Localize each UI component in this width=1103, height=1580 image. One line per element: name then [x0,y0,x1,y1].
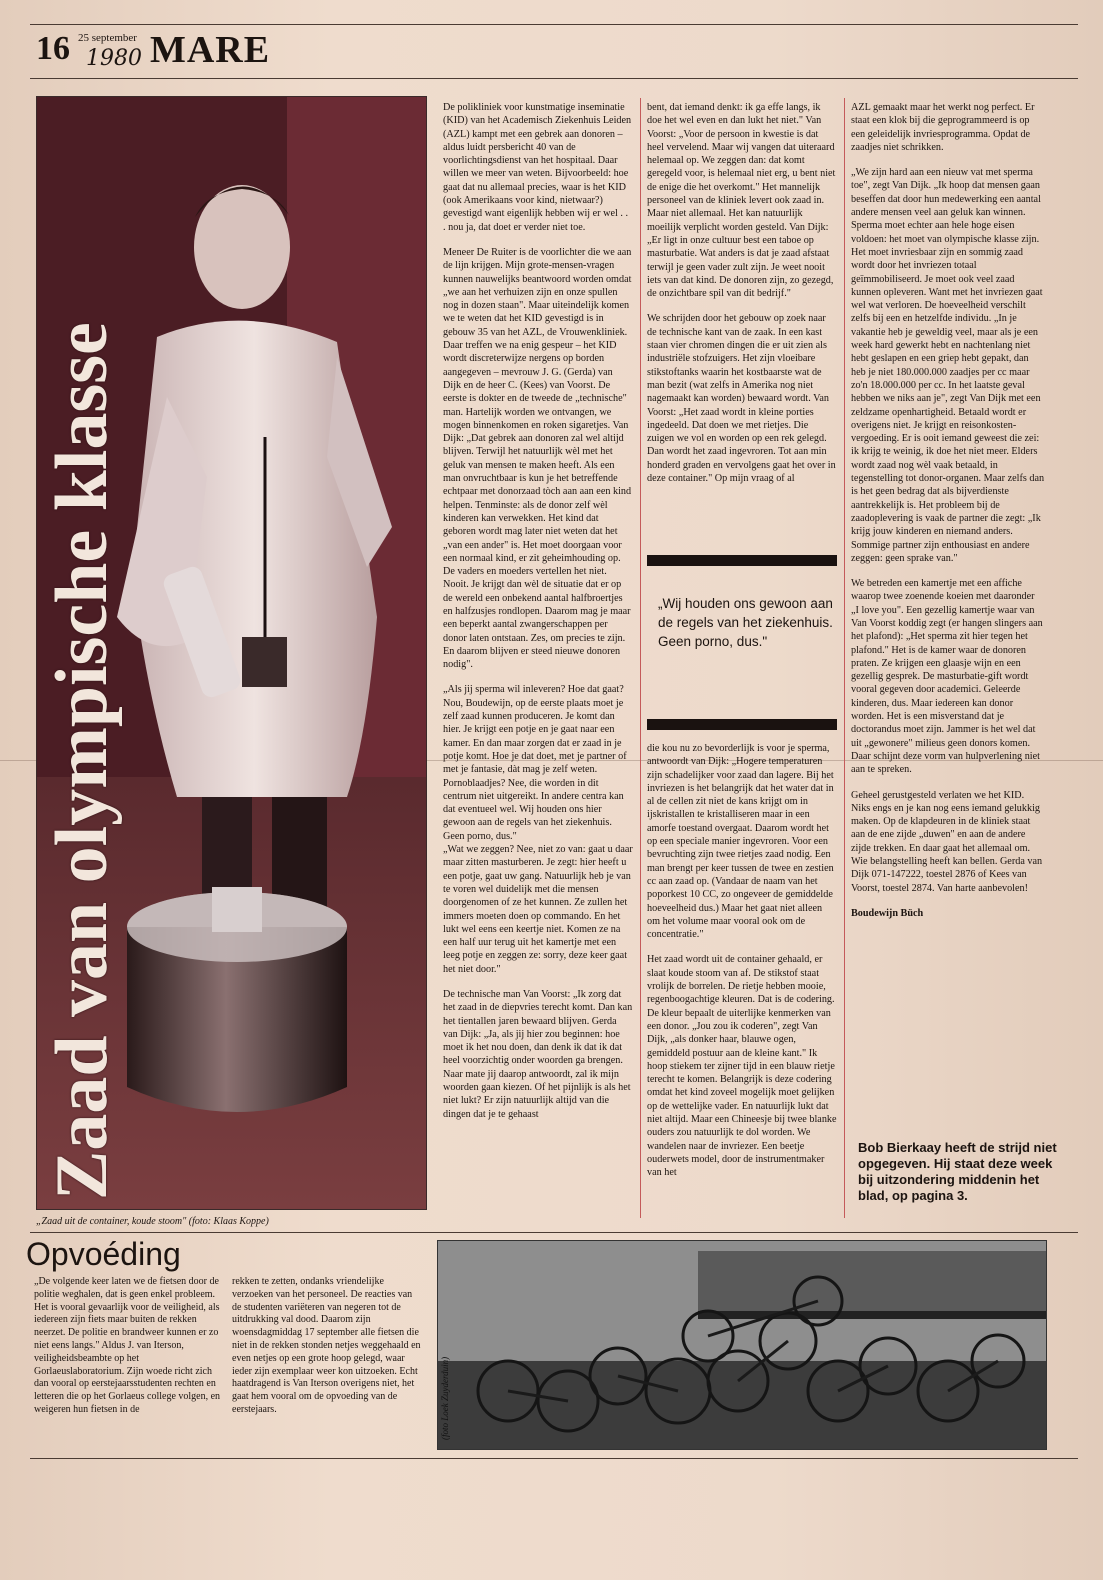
article-column-2-continued [647,742,837,1192]
bicycle-pile-photo [437,1240,1047,1450]
article-paragraph: We betreden een kamertje met een affiche waarop twee zoenende koeien met daaronder „I love you". Een gezellig kamertje waar van Van Voorst koddig zegt (er hangen slingers aan het plafond): „Het sperma zit hier tegen het plafond." Het is de kamer waar de donoren praten. Ze krijgen een glaasje wijn en een gezellig gesprek. De masturbatie-gift wordt vooral gegeven door academici. Geleerde kinderen, dus. Maar iedereen kan donor worden. Het is een misverstand dat je doctorandus moet zijn. Jammer is het wel dat uit „gewonere" milieus geen donors komen. Daar schijnt deze vorm van hulpverlening niet aan te spreken. [851,578,1043,776]
pull-quote-bar-bottom [647,719,837,730]
article-column-3 [851,101,1045,932]
article-column-1 [443,101,633,1133]
section-rule-bottom [30,1458,1078,1459]
author-signature: Boudewijn Büch [851,907,924,919]
article-paragraph: De polikliniek voor kunstmatige inseminatie (KID) van het Academisch Ziekenhuis Leiden (AZL) kampt met een gebrek aan donoren – aldus luidt persbericht 40 van de voorlichtingsdienst van het hospitaal. Daar willen we meer van weten. Bijvoorbeeld: hoe gaat dat nu allemaal precies, waar is het KID (ook Amerikaans voor kind, nietwaar?) gevestigd want eigenlijk hebben wij er wel . . . nou ja, dat doet er verder niet toe. [443,102,632,233]
article-paragraph: die kou nu zo bevorderlijk is voor je sperma, antwoordt van Dijk: „Hogere temperaturen zijn schadelijker voor zaad dan lagere. Bij het invriezen is het belangrijk dat het water dat in al de cellen zit niet de kans krijgt om in ijskristallen te kristalliseren maar in een amorfe toestand overgaat. Daarom wordt het op een speciale manier ingevroren. Voor een bevruchting zijn twee rietjes zaad nodig. Een man brengt per keer tussen de twee en zestien cc aan zaad op. (Vandaar de naam van het poporkest 10 CC, zo ongeveer de gemiddelde hoeveelheid dus.) Maar het gaat niet alleen om het volume maar vooral ook om de concentratie." [647,743,834,941]
masthead: MARE [150,29,271,71]
article-paragraph: „We zijn hard aan een nieuw vat met sperma toe", zegt Van Dijk. „Ik hoop dat mensen gaan beseffen dat door hun medewerking een aantal andere mensen veel aan geluk kan winnen. Sperma moet echter aan hele hoge eisen voldoen: het moet van olympische klasse zijn. Het moet invriesbaar zijn en sommig zaad wordt door het invriezen totaal geïmmobiliseerd. Je moet ook veel zaad kunnen opleveren. Want met het invriezen gaat wel wat verloren. De hoeveelheid verschilt zelfs bij een en hetzelfde individu. „In je vakantie heb je geweldig veel, maar als je een week hard gewerkt hebt en nachtenlang niet hebt geslapen en een griep hebt gepakt, dan heb je niet 180.000.000 zaadjes per cc maar zo'n 18.000.000 per cc. In het laatste geval hebben we niks aan je", zegt Van Dijk met een zeldzame openhartigheid. Betaald wordt er overigens niet. Je krijgt en reisonkosten-vergoeding. Er is ooit iemand geweest die zei: ik krijg te weinig, ik doe het niet meer. Elders wordt zaad nog wèl vaak betaald, in tegenstelling tot donor-organen. Maar zelfs dan is het geen bedrag dat als bijverdienste aantrekkelijk is. Het probleem bij de zaadoplevering is vaak de partner die zegt: „Ik krijg jouw kinderen en niemand anders. Sommige partner zijn enthousiast en andere zeggen: geen sprake van." [851,167,1045,564]
column-rule [640,98,641,1218]
headline: Zaad van olympische klasse [41,322,123,1200]
box-note: Bob Bierkaay heeft de strijd niet opgegeven. Hij staat deze week bij uitzondering middenin het blad, op pagina 3. [858,1140,1057,1203]
opvoeding-column-2: rekken te zetten, ondanks vriendelijke verzoeken van het personeel. De reacties van de studenten variëteren van negeren tot de uitdrukking val dood. Daarom zijn woensdagmiddag 17 september alle fietsen die niet in de rekken stonden netjes weggehaald en even netjes op een grote hoop gelegd, waar ieder zijn exemplaar weer kon uitzoeken. Echt haatdragend is Van Iterson overigens niet, het gaat hem vooral om de opvoeding van de eerstejaars. [232,1276,421,1415]
pull-quote: „Wij houden ons gewoon aan de regels van het ziekenhuis. Geen porno, dus." [658,596,833,649]
header-rule-top [30,24,1078,25]
article-paragraph: „Als jij sperma wil inleveren? Hoe dat gaat? Nou, Boudewijn, op de eerste plaats moet je zelf zaad kunnen produceren. Je komt dan hier. Je krijgt een potje en je gaat naar een kamer. En dan maar zorgen dat er zaad in je potje komt. Hoe je dat doet, met je partner of met je fantasie, dàt mag je zelf weten. Pornoblaadjes? Nee, die worden in dit centrum niet uitgereikt. In andere centra kan dat eventueel wel. Wij houden ons hier gewoon aan de regels van het ziekenhuis. Geen porno, dus." [443,684,627,842]
column-rule [844,98,845,1218]
article-paragraph: AZL gemaakt maar het werkt nog perfect. Er staat een klok bij die geprogrammeerd is op een geleidelijk invriesprogramma. Opdat de zaadjes niet schrikken. [851,102,1035,153]
page-number: 16 [36,30,70,67]
article-paragraph: Het zaad wordt uit de container gehaald, er slaat koude stoom van af. De stikstof staat vrolijk de borrelen. De rietje hebben mooie, regenboogachtige kleuren. Dat is de codering. De kleur bepaalt de uiterlijke kenmerken van een donor. „Jou zou ik coderen", zegt Van Dijk, „als donker haar, blauwe ogen, gemiddeld postuur aan de kleine kant." Ik hoop stiekem ter zijner tijd in een blauw rietje terecht te komen. Belangrijk is deze codering omdat het kind zoveel mogelijk moet gelijken op de wettelijke vader. En natuurlijk lukt dat niet altijd. Maar een Chineesje bij twee blanke ouders zou natuurlijk te dol worden. We wandelen naar de invriezer. Een beetje ouderwets model, door de instrumentmaker van het [647,954,837,1179]
handwritten-year: 1980 [86,46,142,71]
article-paragraph: We schrijden door het gebouw op zoek naar de technische kant van de zaak. In een kast staan vier chromen dingen die er uit zien als industriële stofzuigers. Het zijn vloeibare stikstoftanks waarin het kostbaarste wat de man bezit (wat zelfs in Amerika nog niet nagemaakt kan worden) bewaard wordt. Van Voorst: „Het zaad wordt in kleine porties ingedeeld. Dat doen we met rietjes. Die zuigen we vol en worden op een rek gelegd. Dan wordt het zaad ingevroren. Tot aan min honderd graden en vervolgens gaat het over in deze container." Op mijn vraag of al [647,313,836,485]
article-paragraph: De technische man Van Voorst: „Ik zorg dat het zaad in de diepvries terecht komt. Dan kan het tientallen jaren bewaard blijven. Gerda van Dijk: „Ja, als jij hier zou beginnen: hoe moet ik het nou doen, dan denk ik dat ik dat heel voorzichtig onder woorden ga brengen. Naar mate jij daarop antwoordt, zal ik mijn woorden gaan kiezen. Of het pijnlijk is als het niet lukt? Er zijn natuurlijk altijd van die dingen dat je te gehaast [443,989,633,1120]
header-rule-bottom [30,78,1078,79]
article-paragraph: Geheel gerustgesteld verlaten we het KID. Niks engs en je kan nog eens iemand gelukkig maken. Op de klapdeuren in de kliniek staat aan de ene zijde „duwen" en aan de andere zijde trekken. En daar gaat het allemaal om. Wie belangstelling heeft kan bellen. Gerda van Dijk 071-147222, toestel 2876 of Kees van Voorst, toestel 2874. Van harte aanbevolen! [851,789,1043,894]
header-date: 25 september [78,32,137,44]
pull-quote-bar-top [647,555,837,566]
bicycle-photo-credit: (foto Loek Zuyderduin) [440,1356,450,1440]
opvoeding-column-1: „De volgende keer laten we de fietsen door de politie weghalen, dat is geen enkel probleem. Het is vooral gevaarlijk voor de veiligheid, als iedereen zijn fiets maar buiten de rekken neerzet. De politie en brandweer kunnen er zo niet eens langs." Aldus J. van Iterson, veiligheidsbeambte op het Gorlaeuslaboratorium. Zijn woede richt zich dan vooral op eerstejaarsstudenten rechten en letteren die op het Gorlaeus college volgen, en weigeren hun fietsen in de [34,1276,221,1415]
bicycle-illustration [438,1241,1047,1450]
article-paragraph: „Wat we zeggen? Nee, niet zo van: gaat u daar maar zitten masturberen. Je zegt: hier heeft u een potje, gaat uw gang. Natuurlijk heb je van te voren wel duidelijk met die mensen doorgenomen of ze het kunnen. Ze zullen het immers moeten doen op commando. En het lukt wel eens een keertje niet. Komen ze na een half uur terug uit het kamertje met een leeg potje en zeggen ze: sorry, deze keer gaat het niet door." [443,844,633,975]
photo-caption: „Zaad uit de container, koude stoom" (foto: Klaas Koppe) [36,1216,269,1227]
opvoeding-title: Opvoéding [26,1236,181,1272]
article-column-2 [647,101,837,497]
article-paragraph: bent, dat iemand denkt: ik ga effe langs, ik doe het wel even en dan lukt het niet." Van Voorst: „Voor de persoon in kwestie is dat heel vervelend. Maar wij vangen dat uiteraard helemaal op. We zeggen dan: dat komt geregeld voor, is helemaal niet erg, u bent niet de enige die het overkomt." Het mannelijk personeel van de kliniek levert ook zaad in. Maar niet allemaal. Het kan natuurlijk moeilijk verplicht worden gesteld. Van Dijk: „Er ligt in onze cultuur best een taboe op masturbatie. Wat anders is dat je zaad afstaat terwijl je geen vader zult zijn. Je weet nooit iets van dat kind. De donoren zijn, zo gezegd, de onzichtbare spil van dit bedrijf." [647,102,836,300]
article-paragraph: Meneer De Ruiter is de voorlichter die we aan de lijn krijgen. Mijn grote-mensen-vragen kunnen nauwelijks beantwoord worden omdat „we aan het verhuizen zijn en onze spullen nog in dozen staan". Maar uiteindelijk komen we te weten dat het KID gevestigd is in gebouw 35 van het AZL, de Vrouwenkliniek. Daar treffen we na enig gespeur – het KID wordt discreterwijze nergens op borden aangegeven – mevrouw J. G. (Gerda) van Dijk en de heer C. (Kees) van Voorst. De eerste is dokter en de tweede de „technische" man. Hartelijk worden we ontvangen, we mogen binnenkomen en roken sigaretjes. Van Dijk: „Dat gebrek aan donoren zal wel altijd blijven. Terwijl het natuurlijk wèl met het geluk van mensen te maken heeft. Als een man onvruchtbaar is kun je het betreffende echtpaar met donorzaad tòch aan aan een kind helpen. Tenminste: als de donor zelf wèl kinderen kan verwekken. Het kind dat geboren wordt mag later niet weten dat het „van een ander" is. Het moet doorgaan voor een normaal kind, er zit geheimhouding op. De vaders en moeders vertellen het niet. Nooit. Je krijgt dan wèl de situatie dat er op de wereld een onbekend aantal halfbroertjes en halfzusjes rondlopen. Daarom mag je maar een beperkt aantal zwangerschappen per donor laten ontstaan. Zes, om precies te zijn. En daarom blijven er steed nieuwe donoren nodig". [443,246,632,671]
section-rule [30,1232,1078,1233]
